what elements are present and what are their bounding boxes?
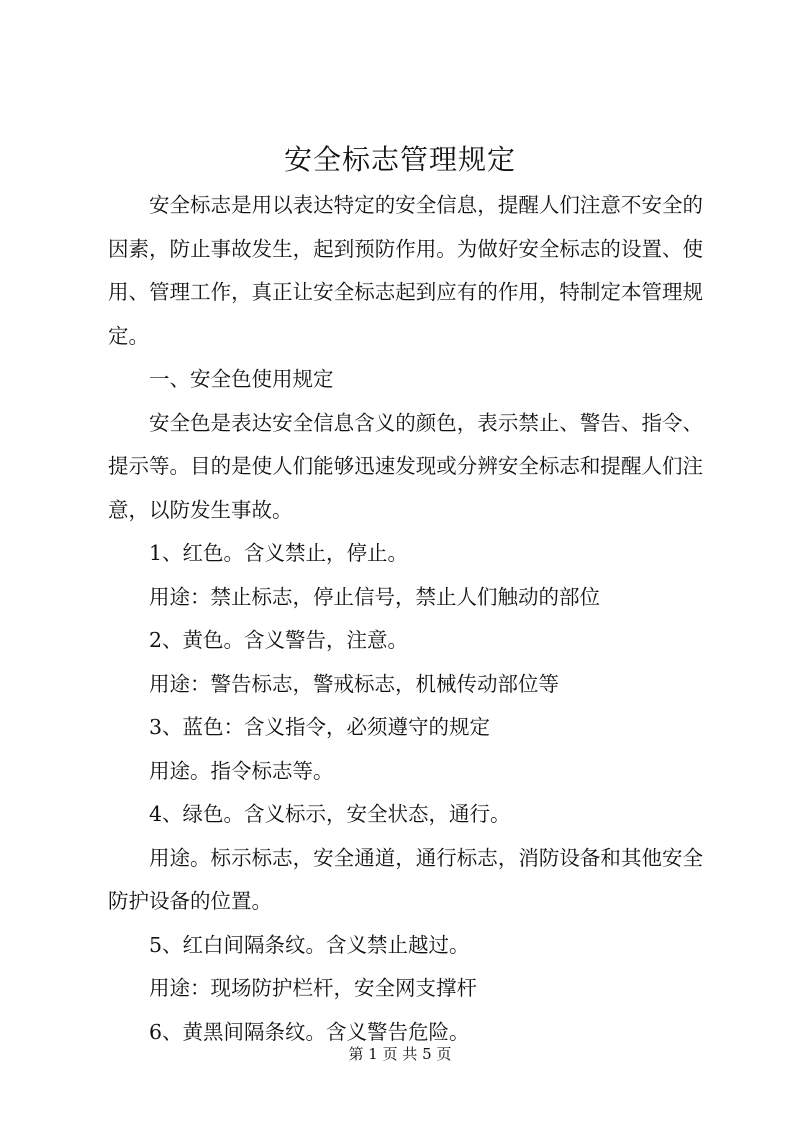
list-item-green: 4、绿色。含义标示，安全状态，通行。 — [149, 802, 511, 826]
usage-green: 用途。标示标志，安全通道，通行标志，消防设备和其他安全防护设备的位置。 — [108, 845, 703, 913]
list-item-yellow-black-stripes: 6、黄黑间隔条纹。含义警告危险。 — [149, 1019, 470, 1044]
page-footer: 第 1 页 共 5 页 — [348, 1045, 452, 1063]
list-item-red-white-stripes: 5、红白间隔条纹。含义禁止越过。 — [149, 932, 470, 957]
list-item-red: 1、红色。含义禁止，停止。 — [149, 541, 409, 565]
document-title: 安全标志管理规定 — [283, 143, 516, 176]
section-heading-safety-colors: 一、安全色使用规定 — [149, 367, 334, 391]
usage-blue: 用途。指令标志等。 — [149, 758, 334, 783]
paragraph-intro: 安全标志是用以表达特定的安全信息，提醒人们注意不安全的因素，防止事故发生，起到预防作用。为做好安全标志的设置、使用、管理工作，真正让安全标志起到应有的作用，特制定本管理规定。 — [108, 193, 703, 348]
list-item-yellow: 2、黄色。含义警告，注意。 — [149, 628, 409, 652]
usage-red-white-stripes: 用途：现场防护栏杆，安全网支撑杆 — [149, 976, 477, 1000]
usage-yellow: 用途：警告标志，警戒标志，机械传动部位等 — [149, 671, 559, 696]
document-body — [108, 184, 703, 1054]
list-item-blue: 3、蓝色：含义指令，必须遵守的规定 — [149, 715, 491, 739]
paragraph-safety-color-definition: 安全色是表达安全信息含义的颜色，表示禁止、警告、指令、提示等。目的是使人们能够迅速发现或分辨安全标志和提醒人们注意，以防发生事故。 — [108, 410, 703, 522]
usage-red: 用途：禁止标志，停止信号，禁止人们触动的部位 — [149, 584, 600, 609]
